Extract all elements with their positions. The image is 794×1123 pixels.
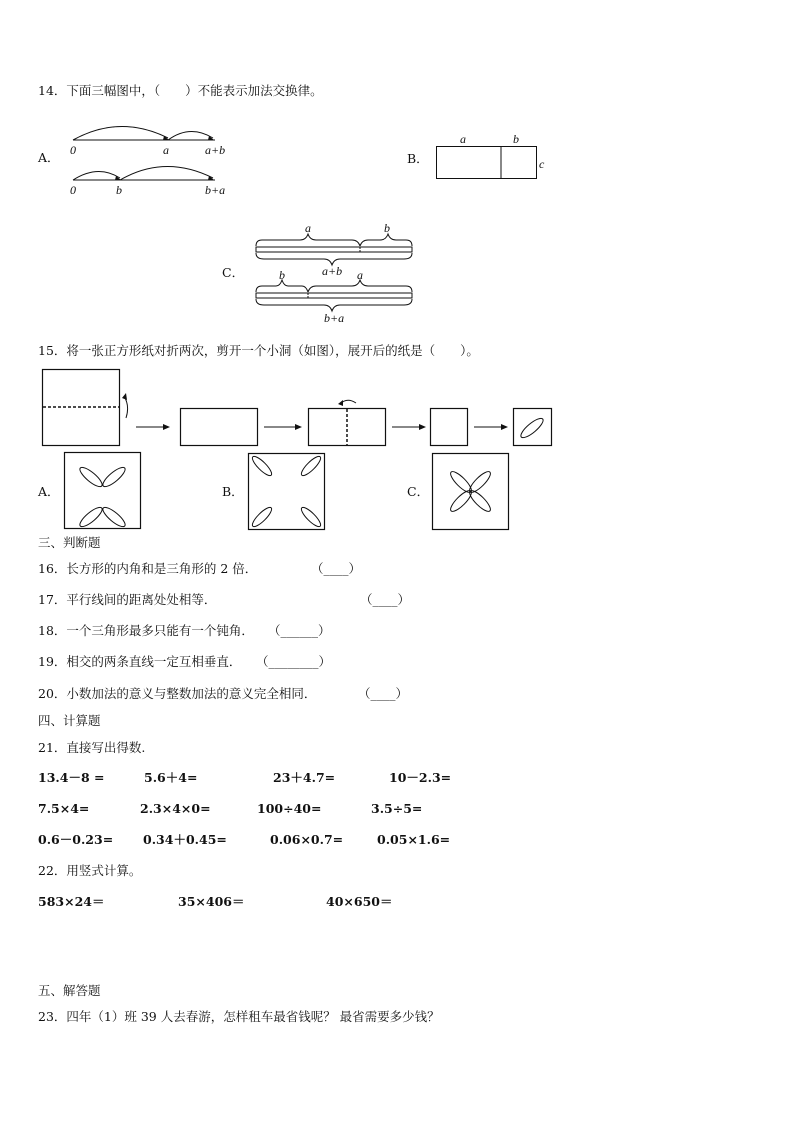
- label-b: b: [384, 221, 390, 235]
- vertical-calc-item: 40×650＝: [326, 894, 393, 909]
- label-a: a: [460, 132, 466, 146]
- calc-item: 2.3×4×0=: [140, 801, 211, 816]
- label-a: a: [163, 143, 169, 157]
- label-a-plus-b: a+b: [322, 264, 343, 278]
- answer-blank[interactable]: （____）: [311, 561, 362, 576]
- option-a-label: A．: [38, 484, 60, 499]
- question-15: 15．将一张正方形纸对折两次，剪开一个小洞（如图），展开后的纸是（ ）。: [38, 343, 479, 358]
- answer-blank[interactable]: （____）: [360, 592, 411, 607]
- label-c: c: [539, 157, 545, 171]
- answer-blank[interactable]: （____）: [358, 686, 409, 701]
- question-16: 16．长方形的内角和是三角形的 2 倍．: [38, 561, 258, 576]
- label-zero: 0: [70, 183, 76, 197]
- label-a: a: [305, 221, 311, 235]
- vertical-calc-item: 35×406＝: [178, 894, 245, 909]
- option-a-label: A．: [38, 150, 60, 165]
- calc-item: 0.05×1.6=: [377, 832, 451, 847]
- rectangle-figure-b: [436, 146, 546, 186]
- calc-item: 0.34＋0.45=: [143, 832, 227, 847]
- section-heading-word-problems: 五、解答题: [38, 983, 101, 998]
- calc-item: 23＋4.7=: [273, 770, 336, 785]
- calc-item: 100÷40=: [257, 801, 322, 816]
- question-18: 18．一个三角形最多只能有一个钝角．: [38, 623, 254, 638]
- calc-item: 0.06×0.7=: [270, 832, 344, 847]
- label-b-plus-a: b+a: [205, 183, 226, 197]
- folding-process-figure: [40, 366, 570, 456]
- label-a-plus-b: a+b: [205, 143, 226, 157]
- vertical-calc-item: 583×24＝: [38, 894, 105, 909]
- question-19: 19．相交的两条直线一定互相垂直．: [38, 654, 242, 669]
- calc-item: 7.5×4=: [38, 801, 90, 816]
- unfolded-paper-option-b: [248, 452, 328, 532]
- question-22: 22．用竖式计算。: [38, 863, 142, 878]
- option-b-label: B．: [222, 484, 244, 499]
- question-21: 21．直接写出得数.: [38, 740, 146, 755]
- calc-item: 10－2.3=: [389, 770, 452, 785]
- section-heading-judgement: 三、判断题: [38, 535, 101, 550]
- label-b-plus-a: b+a: [324, 311, 345, 325]
- question-23: 23．四年（1）班 39 人去春游，怎样租车最省钱呢？ 最省需要多少钱？: [38, 1009, 440, 1024]
- calc-item: 3.5÷5=: [371, 801, 423, 816]
- question-20: 20．小数加法的意义与整数加法的意义完全相同．: [38, 686, 317, 701]
- answer-blank[interactable]: （______）: [268, 623, 331, 638]
- section-heading-calculation: 四、计算题: [38, 713, 101, 728]
- calc-item: 0.6－0.23=: [38, 832, 114, 847]
- question-17: 17．平行线间的距离处处相等．: [38, 592, 217, 607]
- calc-item: 13.4－8 =: [38, 770, 105, 785]
- label-b: b: [279, 268, 285, 282]
- label-b: b: [116, 183, 122, 197]
- label-a: a: [357, 268, 363, 282]
- label-zero: 0: [70, 143, 76, 157]
- question-14: 14．下面三幅图中，（ ）不能表示加法交换律。: [38, 83, 323, 98]
- unfolded-paper-option-a: [64, 451, 144, 531]
- option-c-label: C．: [222, 265, 245, 280]
- unfolded-paper-option-c: [432, 452, 512, 532]
- option-b-label: B．: [407, 151, 429, 166]
- option-c-label: C．: [407, 484, 430, 499]
- answer-blank[interactable]: （________）: [256, 654, 332, 669]
- number-line-figure-a: [60, 118, 260, 198]
- calc-item: 5.6＋4=: [144, 770, 198, 785]
- label-b: b: [513, 132, 519, 146]
